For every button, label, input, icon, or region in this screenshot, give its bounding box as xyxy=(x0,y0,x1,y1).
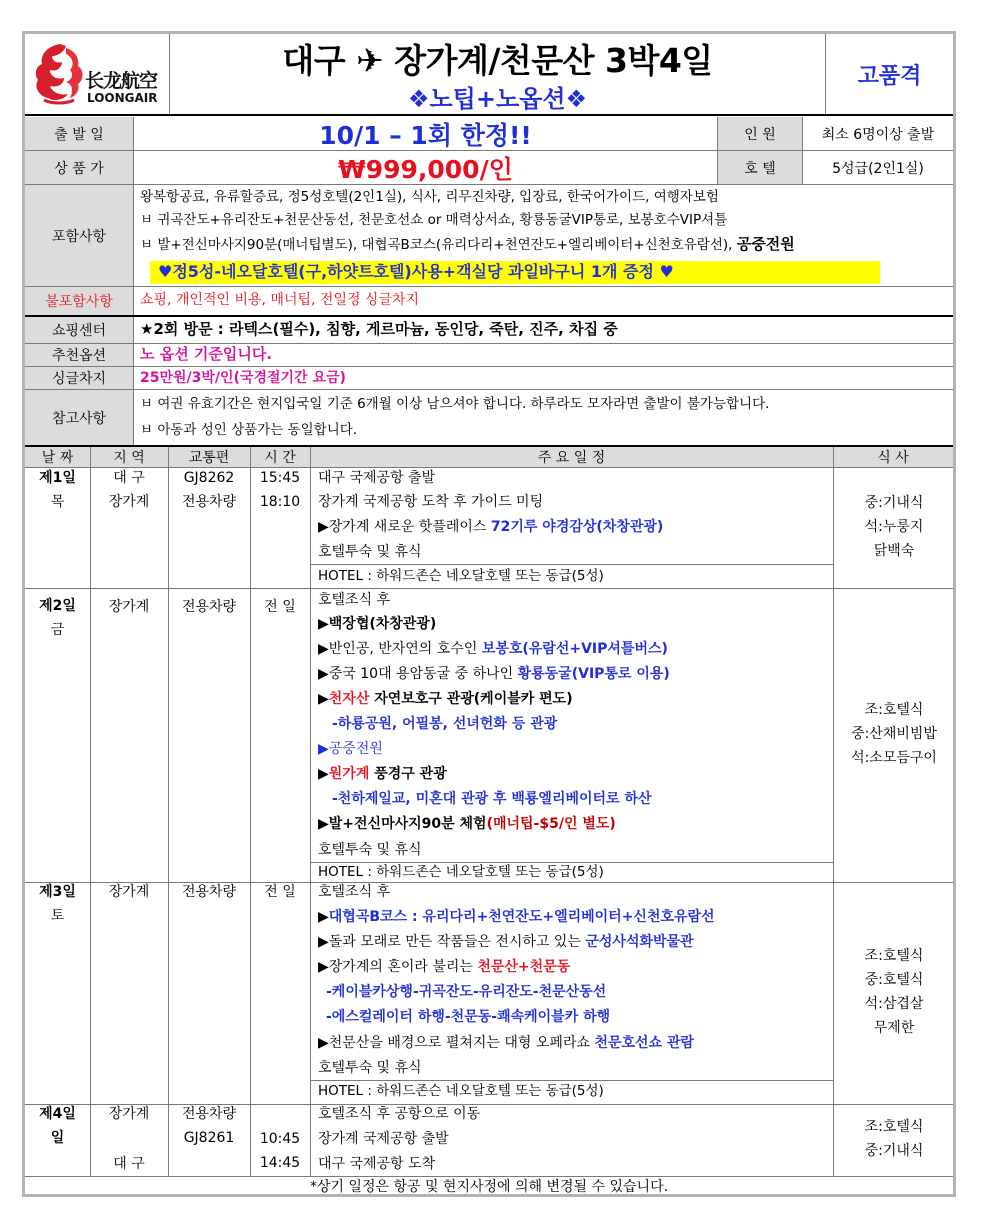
day2-time: 전 일 xyxy=(264,599,296,615)
header-region: 지 역 xyxy=(113,450,145,466)
day3-line-5: -케이블카상행-귀곡잔도-유리잔도-천문산동선 xyxy=(326,984,607,1000)
logo-en-text: LOONGAIR xyxy=(87,91,158,105)
day2-label: 제2일 금 xyxy=(39,598,76,638)
day4-line-1: 호텔조식 후 공항으로 이동 xyxy=(318,1106,481,1122)
day2-line-11: 호텔투숙 및 휴식 xyxy=(318,842,422,858)
single-value: 25만원/3박/인(국경절기간 요금) xyxy=(140,370,346,386)
notes-line-2: ㅂ 아동과 성인 상품가는 동일합니다. xyxy=(140,422,358,438)
day2-line-7: ▶공중전원 xyxy=(318,741,383,757)
dragon-logo-icon xyxy=(30,40,90,106)
day3-label: 제3일 토 xyxy=(39,884,76,924)
header-meals: 식 사 xyxy=(877,450,909,466)
shopping-label: 쇼핑센터 xyxy=(25,317,133,343)
header-itinerary: 주 요 일 정 xyxy=(537,450,606,466)
day1-line-1: 대구 국제공항 출발 xyxy=(318,470,436,486)
day3-meals: 조:호텔식 중:호텔식 석:삼겹살 무제한 xyxy=(864,948,924,1036)
day1-line-2: 장가계 국제공항 도착 후 가이드 미팅 xyxy=(318,494,544,510)
day3-hotel: HOTEL : 하워드존슨 네오달호텔 또는 동급(5성) xyxy=(318,1083,604,1099)
single-label: 싱글차지 xyxy=(25,367,133,389)
day3-line-4: ▶장가계의 혼이라 불리는 천문산+천문동 xyxy=(318,959,571,975)
logo xyxy=(25,34,169,114)
day2-line-2: ▶백장협(차창관광) xyxy=(318,616,437,632)
day3-transport: 전용차량 xyxy=(181,884,237,900)
day2-region: 장가계 xyxy=(108,599,150,615)
day1-label: 제1일 목 xyxy=(39,470,76,510)
day1-line-3: ▶장가계 새로운 핫플레이스 72기루 야경감상(차창관광) xyxy=(318,519,664,535)
page-subtitle: ❖노팁+노옵션❖ xyxy=(407,84,588,113)
page-title: 대구 ✈ 장가계/천문산 3박4일 xyxy=(282,40,713,80)
header-date: 날 짜 xyxy=(41,450,74,466)
excludes-label: 불포함사항 xyxy=(25,287,133,315)
notes-label: 참고사항 xyxy=(25,390,133,445)
footer-note: *상기 일정은 항공 및 현지사정에 의해 변경될 수 있습니다. xyxy=(309,1179,669,1195)
day4-meals: 조:호텔식 중:기내식 xyxy=(864,1119,924,1159)
people-label: 인 원 xyxy=(718,117,802,150)
day1-line-4: 호텔투숙 및 휴식 xyxy=(318,544,422,560)
day4-line-3: 대구 국제공항 도착 xyxy=(318,1156,436,1172)
option-value: 노 옵션 기준입니다. xyxy=(140,345,273,363)
includes-line-5: ♥정5성-네오달호텔(구,하얏트호텔)사용+객실당 과일바구니 1개 증정 ♥ xyxy=(158,262,674,281)
day2-hotel: HOTEL : 하워드존슨 네오달호텔 또는 동급(5성) xyxy=(318,864,604,880)
price-value: ₩999,000/인 xyxy=(338,154,513,184)
day1-time: 15:45 18:10 xyxy=(259,470,301,510)
notes-line-1: ㅂ 여권 유효기간은 현지입국일 기준 6개월 이상 남으셔야 합니다. 하루라도 모자라면 출발이 불가능합니다. xyxy=(140,396,770,412)
day2-line-1: 호텔조식 후 xyxy=(318,592,391,608)
day2-line-10: ▶발+전신마사지90분 체험(매너팁-$5/인 별도) xyxy=(318,816,616,832)
day2-line-9: -천하제일교, 미혼대 관광 후 백룡엘리베이터로 하산 xyxy=(332,791,652,807)
day4-line-2: 장가계 국제공항 출발 xyxy=(318,1131,449,1147)
includes-line-2: ㅂ 귀곡잔도+유리잔도+천문산동선, 천문호선쇼 or 매력상서쇼, 황룡동굴VIP통로, 보봉호수VIP셔틀 xyxy=(140,212,728,228)
day3-time: 전 일 xyxy=(264,884,296,900)
excludes-value: 쇼핑, 개인적인 비용, 매너팁, 전일정 싱글차지 xyxy=(140,292,420,308)
grade-badge: 고품격 xyxy=(857,63,922,89)
day2-meals: 조:호텔식 중:산채비빔밥 석:소모듬구이 xyxy=(851,702,937,766)
day1-hotel: HOTEL : 하워드존슨 네오달호텔 또는 동급(5성) xyxy=(318,568,604,584)
departure-label: 출 발 일 xyxy=(25,117,133,150)
day4-transport: 전용차량 GJ8261 xyxy=(181,1106,237,1146)
includes-line-3: ㅂ 발+전신마사지90분(매너팁별도), 대협곡B코스(유리다리+천연잔도+엘리베이터+신천호유람선), 공중전원 xyxy=(140,235,795,253)
day2-line-5: ▶천자산 자연보호구 관광(케이블카 편도) xyxy=(318,691,573,707)
day4-time: 10:45 14:45 xyxy=(259,1131,301,1171)
day2-line-4: ▶중국 10대 용암동굴 중 하나인 황룡동굴(VIP통로 이용) xyxy=(318,666,670,682)
price-label: 상 품 가 xyxy=(25,151,133,184)
people-value: 최소 6명이상 출발 xyxy=(821,126,935,143)
day3-line-7: ▶천문산을 배경으로 펼쳐지는 대형 오페라쇼 천문호선쇼 관람 xyxy=(318,1035,694,1051)
logo-cn-text: 长龙航空 xyxy=(85,70,158,92)
header-transport: 교통편 xyxy=(188,450,230,466)
day1-transport: GJ8262 전용차량 xyxy=(181,470,237,510)
day2-transport: 전용차량 xyxy=(181,599,237,615)
day3-line-1: 호텔조식 후 xyxy=(318,884,391,900)
day3-line-6: -에스컬레이터 하행-천문동-쾌속케이블카 하행 xyxy=(326,1009,611,1025)
includes-label: 포함사항 xyxy=(25,185,133,286)
day4-region-2: 대 구 xyxy=(113,1156,145,1172)
day3-region: 장가계 xyxy=(108,884,150,900)
day3-line-2: ▶대협곡B코스 : 유리다리+천연잔도+엘리베이터+신천호유람선 xyxy=(318,909,715,925)
includes-line-1: 왕복항공료, 유류할증료, 정5성호텔(2인1실), 식사, 리무진차량, 입장료, 한국어가이드, 여행자보험 xyxy=(140,189,719,205)
header-time: 시 간 xyxy=(264,450,296,466)
shopping-value: ★2회 방문 : 라텍스(필수), 침향, 게르마늄, 동인당, 죽탄, 진주, 차집 중 xyxy=(140,320,618,338)
hotel-label: 호 텔 xyxy=(718,151,802,184)
day1-meals: 중:기내식 석:누룽지 닭백숙 xyxy=(864,495,924,559)
option-label: 추천옵션 xyxy=(25,344,133,366)
hotel-value: 5성급(2인1실) xyxy=(832,160,924,177)
departure-value: 10/1 – 1회 한정!! xyxy=(319,120,532,150)
day2-line-3: ▶반인공, 반자연의 호수인 보봉호(유람선+VIP셔틀버스) xyxy=(318,641,668,657)
day1-region: 대 구 장가계 xyxy=(108,470,150,510)
day2-line-8: ▶원가계 풍경구 관광 xyxy=(318,766,447,782)
day4-label: 제4일 일 xyxy=(39,1106,76,1146)
day3-line-3: ▶돌과 모래로 만든 작품들은 전시하고 있는 군성사석화박물관 xyxy=(318,934,694,950)
day4-region-1: 장가계 xyxy=(108,1106,150,1122)
day2-line-6: -하룡공원, 어필봉, 선녀헌화 등 관광 xyxy=(332,716,558,732)
day3-line-8: 호텔투숙 및 휴식 xyxy=(318,1060,422,1076)
